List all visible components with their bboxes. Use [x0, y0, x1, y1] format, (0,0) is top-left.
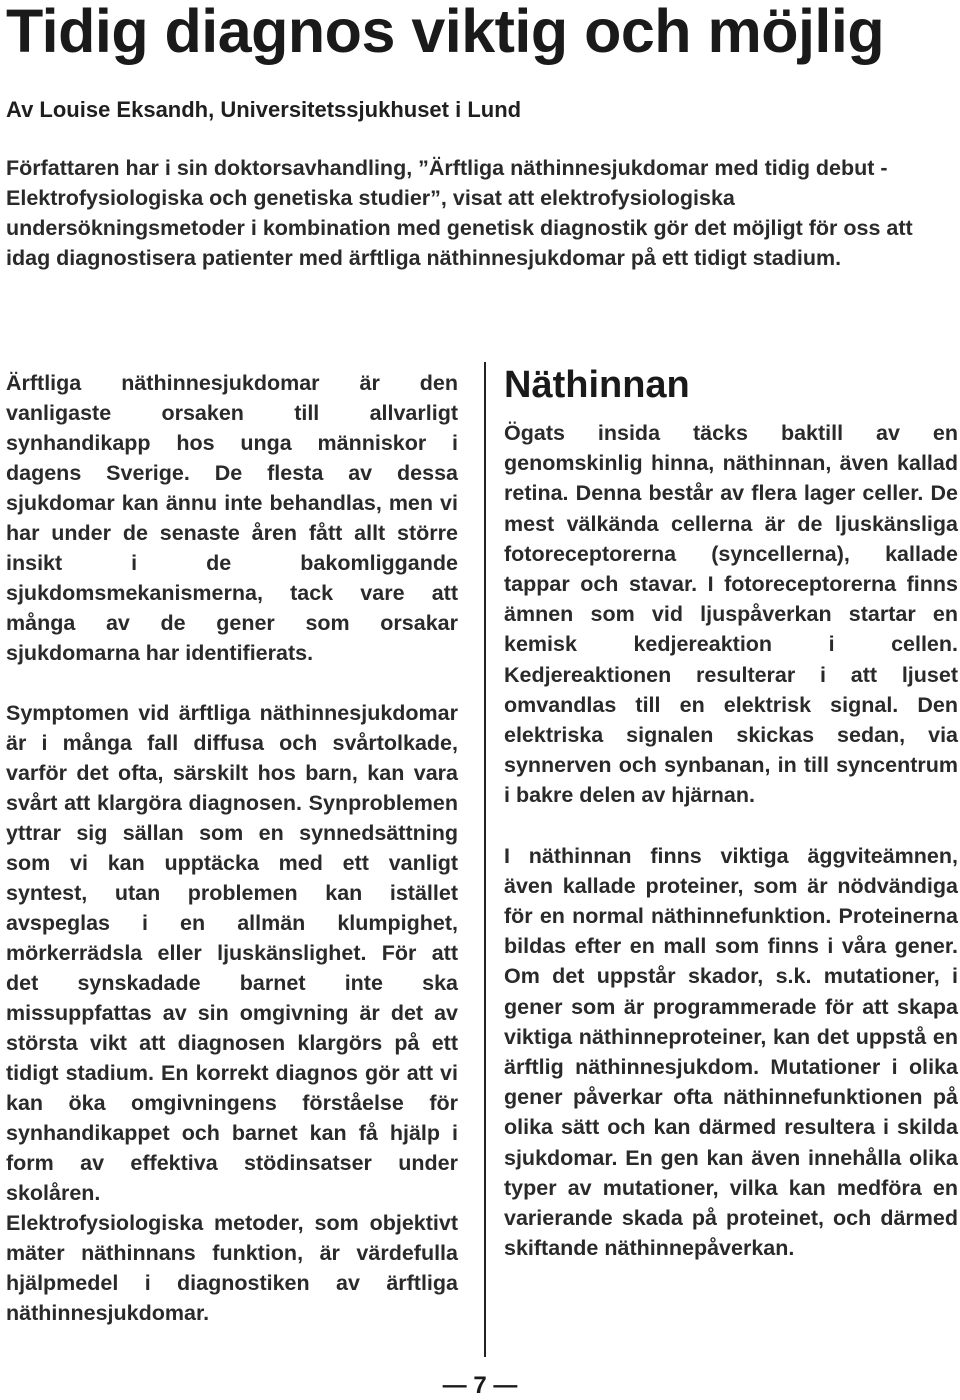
left-paragraph-3: Elektrofysiologiska metoder, som objektivt mäter näthinnans funktion, är värdefulla hjälpmedel i diagnostiken av ärftliga näthinnesjukdomar. [6, 1211, 458, 1325]
article-title: Tidig diagnos viktig och möjlig [6, 0, 885, 65]
article-byline: Av Louise Eksandh, Universitetssjukhuset i Lund [6, 97, 522, 122]
left-paragraph-2: Symptomen vid ärftliga näthinnesjukdomar är i många fall diffusa och svårtolkade, varför det ofta, särskilt hos barn, kan vara svårt att klargöra diagnosen. Synproblemen yttrar sig sällan som en synnedsättning som vi kan upptäcka med ett vanligt syntest, utan problemen kan istället avspeglas i en allmän klumpighet, mörkerrädsla eller ljuskänslighet. För att det synskadade barnet inte ska missuppfattas av sin omgivning är det av största vikt att diagnosen klargörs på ett tidigt stadium. En korrekt diagnos gör att vi kan öka omgivningens förståelse för synhandikappet och barnet kan få hjälp i form av effektiva stödinsatser under skolåren. [6, 701, 458, 1205]
left-column [6, 368, 458, 1328]
page-number: — 7 — [442, 1372, 518, 1399]
right-paragraph-1: Ögats insida täcks baktill av en genomskinlig hinna, näthinnan, även kallad retina. Denna består av flera lager celler. De mest välkända cellerna är de ljuskänsliga fotoreceptorerna (syncellerna), kallade tappar och stavar. I fotoreceptorerna finns ämnen som vid ljuspåverkan startar en kemisk kedjereaktion i cellen. Kedjereaktionen resulterar i att ljuset omvandlas till en elektrisk signal. Den elektriska signalen skickas sedan, via synnerven och synbanan, in till syncentrum i bakre delen av hjärnan. [504, 421, 958, 808]
left-paragraph-1: Ärftliga näthinnesjukdomar är den vanligaste orsaken till allvarligt synhandikapp hos unga människor i dagens Sverige. De flesta av dessa sjukdomar kan ännu inte behandlas, men vi har under de senaste åren fått allt större insikt i de bakomliggande sjukdomsmekanismerna, tack vare att många av de gener som orsakar sjukdomarna har identifierats. [6, 371, 458, 665]
right-column [504, 362, 958, 1263]
sidebar-heading: Näthinnan [504, 364, 690, 406]
article-intro: Författaren har i sin doktorsavhandling, ”Ärftliga näthinnesjukdomar med tidig debut - Elektrofysiologiska och genetiska studier”, visat att elektrofysiologiska undersökningsmetoder i kombination med genetisk diagnostik gör det möjligt för oss att idag diagnostisera patienter med ärftliga näthinnesjukdomar på ett tidigt stadium. [6, 156, 913, 270]
right-paragraph-2: I näthinnan finns viktiga äggviteämnen, även kallade proteiner, som är nödvändiga för en normal näthinnefunktion. Proteinerna bildas efter en mall som finns i våra gener. Om det uppstår skador, s.k. mutationer, i gener som är programmerade för att skapa viktiga näthinneproteiner, kan det uppstå en ärftlig näthinnesjukdom. Mutationer i olika gener påverkar ofta näthinnefunktionen på olika sätt och kan därmed resultera i skilda sjukdomar. En gen kan även innehålla olika typer av mutationer, vilka kan medföra en varierande skada på proteinet, och därmed skiftande näthinnepåverkan. [504, 843, 958, 1261]
column-divider [484, 362, 486, 1357]
